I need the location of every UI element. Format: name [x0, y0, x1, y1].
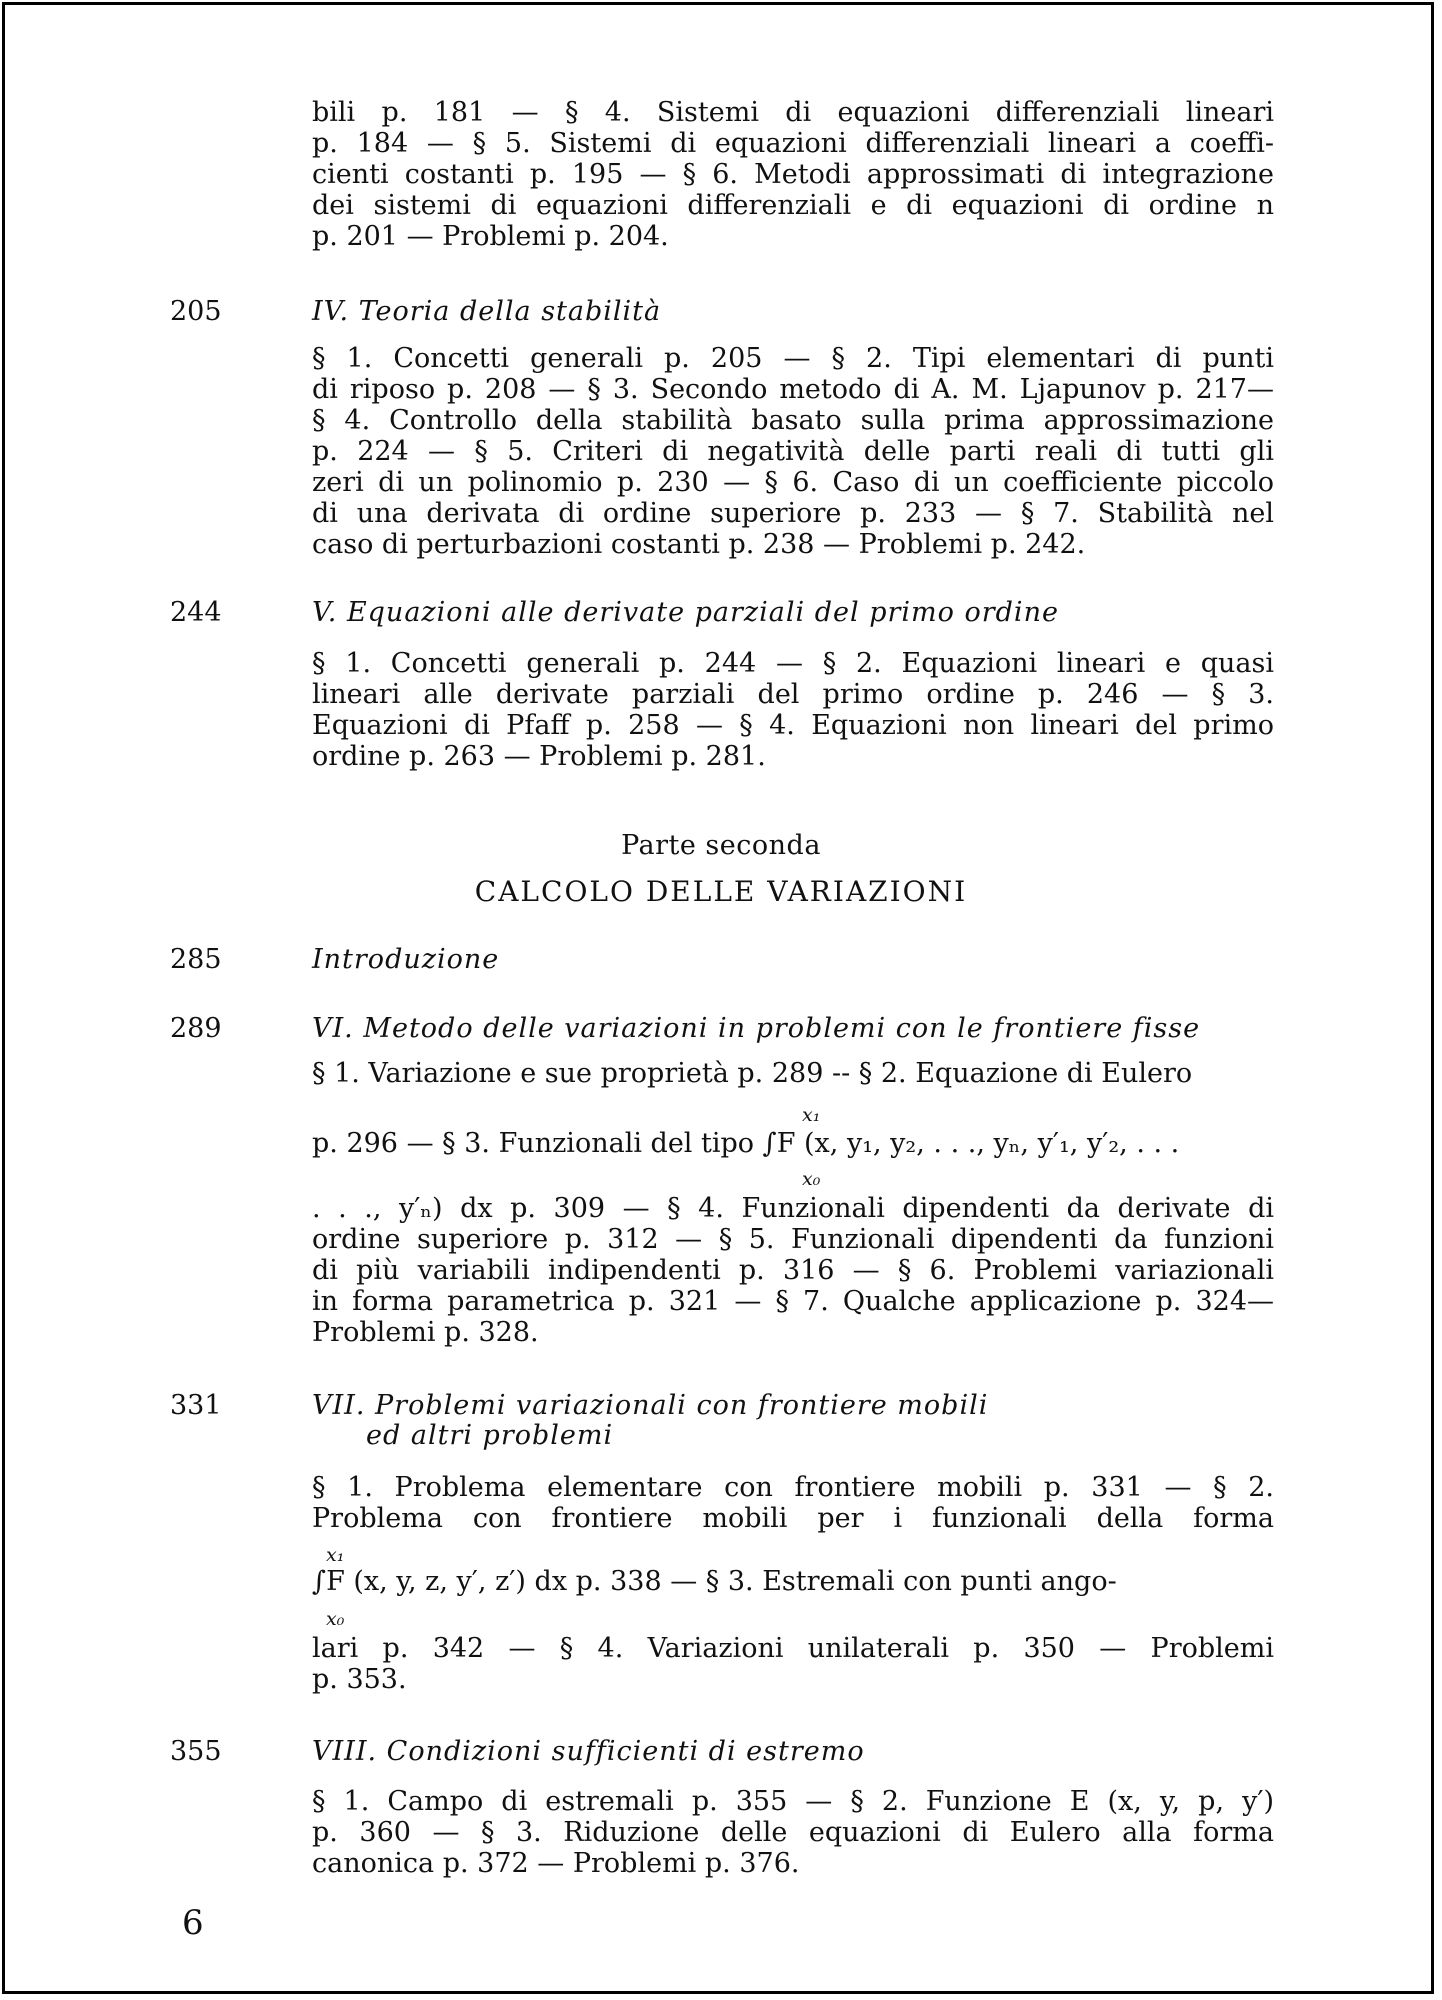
text-line: § 1. Concetti generali p. 244 — § 2. Equazioni lineari e quasi [312, 648, 1274, 679]
text-line: lineari alle derivate parziali del primo ordine p. 246 — § 3. [312, 679, 1274, 710]
chapter-title: VI. Metodo delle variazioni in problemi con le frontiere fisse [312, 1013, 1201, 1044]
text-line: caso di perturbazioni costanti p. 238 — Problemi p. 242. [312, 529, 1086, 560]
chapter-contents-paragraph [312, 1633, 1274, 1695]
chapter-page-number: 285 [170, 944, 222, 975]
text-line: di riposo p. 208 — § 3. Secondo metodo di A. M. Ljapunov p. 217— [312, 374, 1274, 405]
text-line: in forma parametrica p. 321 — § 7. Qualche applicazione p. 324— [312, 1286, 1274, 1317]
text-line: cienti costanti p. 195 — § 6. Metodi approssimati di integrazione [312, 159, 1274, 190]
text-line: Problemi p. 328. [312, 1317, 539, 1348]
text-line: Equazioni di Pfaff p. 258 — § 4. Equazioni non lineari del primo [312, 710, 1274, 741]
text-line: p. 184 — § 5. Sistemi di equazioni differenziali lineari a coeffi- [312, 128, 1274, 159]
text-line: ordine superiore p. 312 — § 5. Funzionali dipendenti da funzioni [312, 1224, 1274, 1255]
text-line: canonica p. 372 — Problemi p. 376. [312, 1848, 800, 1879]
chapter-title: V. Equazioni alle derivate parziali del primo ordine [312, 597, 1059, 628]
chapter-contents-paragraph [312, 1786, 1274, 1879]
chapter-contents-paragraph [312, 1472, 1274, 1534]
integral-upper-limit: x₁ [326, 1544, 345, 1566]
text-line: zeri di un polinomio p. 230 — § 6. Caso di un coefficiente piccolo [312, 467, 1274, 498]
chapter-contents-paragraph [312, 343, 1274, 560]
text-line: p. 353. [312, 1664, 407, 1695]
chapter-page-number: 205 [170, 296, 222, 327]
integral-upper-limit: x₁ [802, 1104, 821, 1126]
chapter-page-number: 331 [170, 1390, 222, 1421]
chapter-title: IV. Teoria della stabilità [312, 296, 662, 327]
chapter-title: Introduzione [312, 944, 500, 975]
chapter-contents-line [312, 1058, 1274, 1089]
text-line: . . ., y′ₙ) dx p. 309 — § 4. Funzionali dipendenti da derivate di [312, 1193, 1274, 1224]
chapter-contents-paragraph [312, 1193, 1274, 1348]
text-line: bili p. 181 — § 4. Sistemi di equazioni differenziali lineari [312, 97, 1274, 128]
chapter-contents-paragraph [312, 648, 1274, 772]
integral-lower-limit: x₀ [802, 1168, 821, 1190]
chapter-title: VII. Problemi variazionali con frontiere mobili [312, 1390, 989, 1421]
text-line: § 1. Campo di estremali p. 355 — § 2. Funzione E (x, y, p, y′) [312, 1786, 1274, 1817]
text-line: p. 360 — § 3. Riduzione delle equazioni di Eulero alla forma [312, 1817, 1274, 1848]
integral-text-line: ∫F (x, y, z, y′, z′) dx p. 338 — § 3. Estremali con punti ango- [312, 1566, 1117, 1597]
text-line: Problema con frontiere mobili per i funzionali della forma [312, 1503, 1274, 1534]
text-line: lari p. 342 — § 4. Variazioni unilaterali p. 350 — Problemi [312, 1633, 1274, 1664]
chapter-title-continuation: ed altri problemi [366, 1420, 614, 1451]
text-line: § 1. Variazione e sue proprietà p. 289 -- § 2. Equazione di Eulero [312, 1058, 1193, 1089]
chapter-page-number: 244 [170, 597, 222, 628]
text-line: p. 224 — § 5. Criteri di negatività delle parti reali di tutti gli [312, 436, 1274, 467]
text-line: § 1. Problema elementare con frontiere mobili p. 331 — § 2. [312, 1472, 1274, 1503]
page-number: 6 [182, 1903, 204, 1943]
chapter-page-number: 355 [170, 1736, 222, 1767]
text-line: ordine p. 263 — Problemi p. 281. [312, 741, 766, 772]
chapter3-tail-paragraph [312, 97, 1274, 252]
integral-lower-limit: x₀ [326, 1608, 345, 1630]
part-label: Parte seconda [621, 830, 821, 861]
chapter-title: VIII. Condizioni sufficienti di estremo [312, 1736, 865, 1767]
text-line: dei sistemi di equazioni differenziali e di equazioni di ordine n [312, 190, 1274, 221]
text-line: § 1. Concetti generali p. 205 — § 2. Tipi elementari di punti [312, 343, 1274, 374]
text-line: di più variabili indipendenti p. 316 — § 6. Problemi variazionali [312, 1255, 1274, 1286]
part-title: CALCOLO DELLE VARIAZIONI [474, 875, 968, 908]
text-line: p. 201 — Problemi p. 204. [312, 221, 669, 252]
text-line: § 4. Controllo della stabilità basato sulla prima approssimazione [312, 405, 1274, 436]
chapter-page-number: 289 [170, 1013, 222, 1044]
integral-text-line: p. 296 — § 3. Funzionali del tipo ∫F (x, y₁, y₂, . . ., yₙ, y′₁, y′₂, . . . [312, 1128, 1180, 1159]
text-line: di una derivata di ordine superiore p. 233 — § 7. Stabilità nel [312, 498, 1274, 529]
